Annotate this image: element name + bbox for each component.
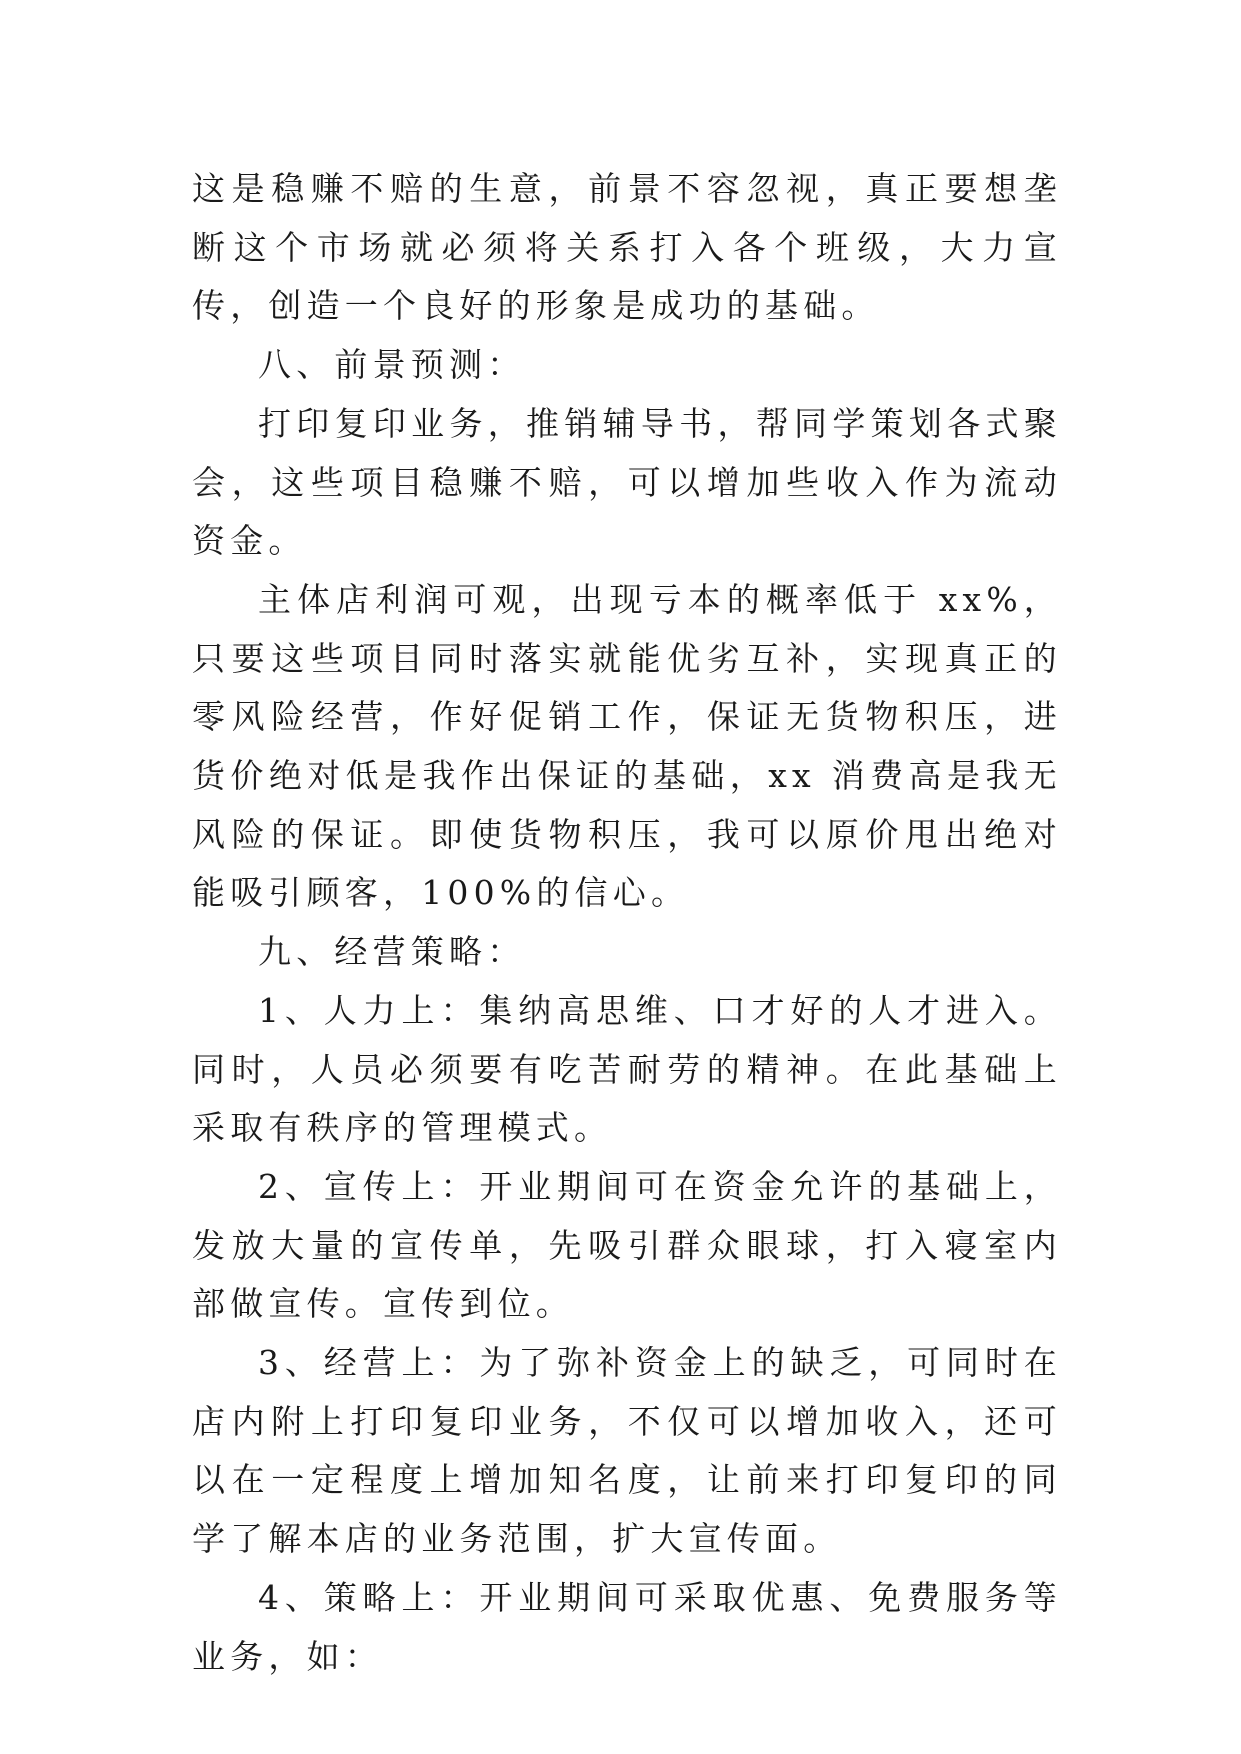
document-page bbox=[192, 160, 1062, 1686]
heading-prospect-forecast: 八、前景预测： bbox=[258, 345, 526, 385]
list-item-operation: 3、经营上：为了弥补资金上的缺乏，可同时在店内附上打印复印业务，不仅可以增加收入，还可以在一定程度上增加知名度，让前来打印复印的同学了解本店的业务范围，扩大宣传面。 bbox=[192, 1343, 1062, 1559]
paragraph-intro: 这是稳赚不赔的生意，前景不容忽视，真正要想垄断这个市场就必须将关系打入各个班级，大力宣传，创造一个良好的形象是成功的基础。 bbox=[192, 169, 1062, 326]
list-item-promotion: 2、宣传上：开业期间可在资金允许的基础上，发放大量的宣传单，先吸引群众眼球，打入寝室内部做宣传。宣传到位。 bbox=[192, 1166, 1062, 1324]
list-item-tactics: 4、策略上：开业期间可采取优惠、免费服务等业务，如： bbox=[192, 1577, 1062, 1676]
heading-business-strategy: 九、经营策略： bbox=[258, 932, 526, 972]
paragraph-side-business: 打印复印业务，推销辅导书，帮同学策划各式聚会，这些项目稳赚不赔，可以增加些收入作为流动资金。 bbox=[192, 403, 1062, 561]
paragraph-profit: 主体店利润可观，出现亏本的概率低于 xx%，只要这些项目同时落实就能优劣互补，实现真正的零风险经营，作好促销工作，保证无货物积压，进货价绝对低是我作出保证的基础，xx 消费高是我无风险的保证。即使货物积压，我可以原价甩出绝对能吸引顾客，100%的信心。 bbox=[192, 579, 1062, 913]
list-item-manpower: 1、人力上：集纳高思维、口才好的人才进入。同时，人员必须要有吃苦耐劳的精神。在此基础上采取有秩序的管理模式。 bbox=[192, 990, 1062, 1148]
